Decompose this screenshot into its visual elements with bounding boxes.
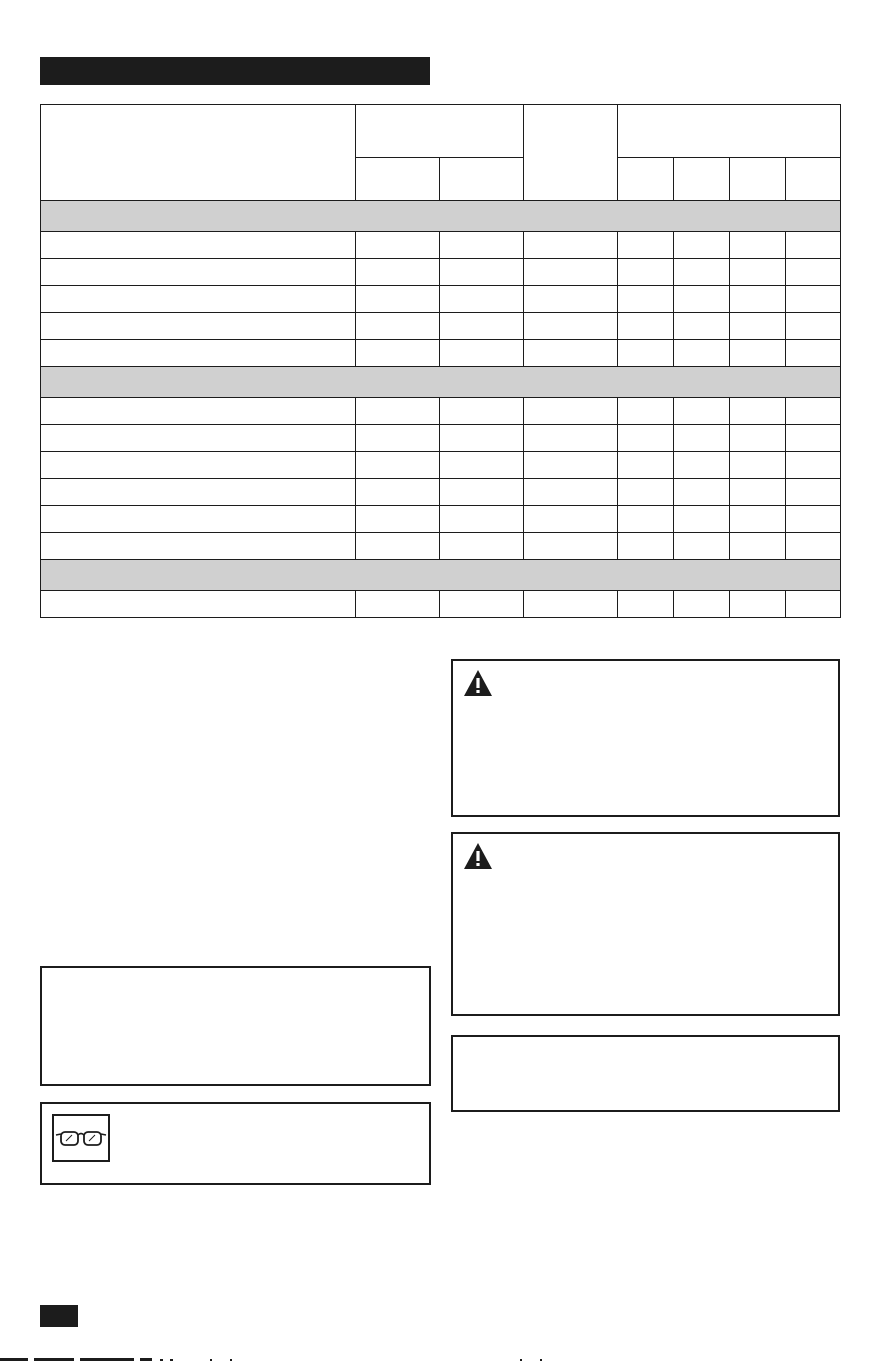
subheader-cell [440,158,524,201]
table-row [41,286,841,313]
section-band-cell [41,367,841,398]
table-row [41,313,841,340]
warning-triangle-icon [463,669,493,697]
note-box-left [40,966,431,1086]
section-band [41,201,841,232]
table-row [41,506,841,533]
warning-triangle-icon [463,842,493,870]
header-cell-group-b [618,105,841,158]
subheader-cell [730,158,786,201]
subheader-cell [786,158,841,201]
table-row [41,259,841,286]
table-header-row [41,105,841,158]
table-row [41,452,841,479]
safety-glasses-icon-frame [52,1114,110,1162]
subheader-cell [618,158,674,201]
table-row [41,232,841,259]
table-row [41,533,841,560]
section-heading-bar [40,57,430,85]
table-row [41,479,841,506]
header-cell-single [524,105,618,201]
header-cell-item [41,105,356,201]
table-row [41,340,841,367]
table-row [41,425,841,452]
spec-table [40,104,841,618]
subheader-cell [674,158,730,201]
safety-glasses-icon [54,1116,108,1160]
subheader-cell [356,158,440,201]
scan-edge-artifact [0,1355,881,1361]
section-band [41,560,841,591]
warning-box-1 [451,659,840,817]
section-band-cell [41,201,841,232]
page-number-tab [40,1305,78,1327]
eye-protection-box [40,1102,431,1185]
note-box-right [451,1035,840,1112]
section-band [41,367,841,398]
warning-box-2 [451,832,840,1016]
header-cell-group-a [356,105,524,158]
table-row [41,398,841,425]
table-row [41,591,841,618]
section-band-cell [41,560,841,591]
